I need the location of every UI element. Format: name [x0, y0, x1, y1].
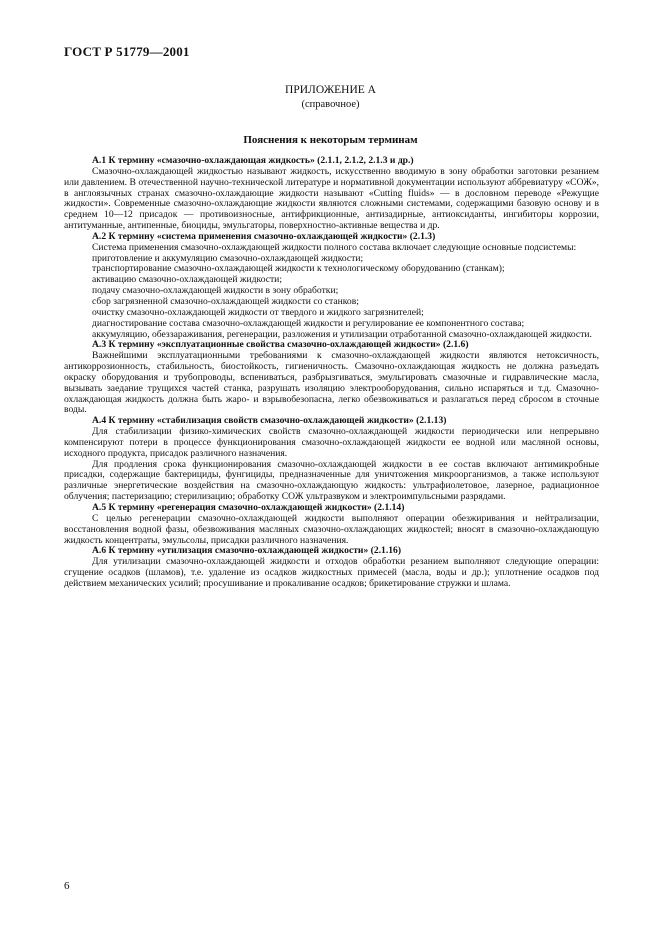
appendix-label: ПРИЛОЖЕНИЕ А [285, 84, 376, 96]
paragraph: С целью регенерации смазочно-охлаждающей жидкости выполняют операции обезжиривания и нейтрализации, восстановления водной фазы, обезвоживания масляных смазочно-охлаждающих жидкостей; вносят в смазочно-охлаждающую жидкость концентраты, эмульсолы, присадки различного назначения. [64, 512, 599, 546]
list-item: активацию смазочно-охлаждающей жидкости; [92, 274, 282, 286]
list-item: диагностирование состава смазочно-охлаждающей жидкости и регулирование ее компонентного состава; [92, 317, 525, 329]
paragraph: Для продления срока функционирования смазочно-охлаждающей жидкости в ее состав включают антимикробные присадки, содержащие бактерициды, фунгициды, предназначенные для уничтожения микроорганизмов, а также используют различные энергетические воздействия на смазочно-охлаждающую жидкость: ультрафиолетовое, лазерное, радиационное облучения; пастеризацию; стерилизацию; обработку СОЖ ультразвуком и электроимпульсными разрядами. [64, 458, 599, 503]
paragraph: Система применения смазочно-охлаждающей жидкости полного состава включает следующие основные подсистемы: [92, 241, 577, 253]
paragraph: Важнейшими эксплуатационными требованиями к смазочно-охлаждающей жидкости являются нетоксичность, антикоррозионность, стабильность, биостойкость, гигиеничность. Смазочно-охлаждающая жидкость не должна разъедать окраску оборудования и трубопроводы, вспениваться, разбрызгиваться, эмульгировать смазочные и гидравлические масла, вызывать заедание трущихся частей станка, разрушать изоляцию электрооборудования, сильно испаряться и т.д. Смазочно-охлаждающая жидкость должна быть жаро- и взрывобезопасна, легко обезвоживаться и разлагаться перед сбросом в сточные воды. [64, 350, 599, 416]
section-heading-a6: А.6 К термину «утилизация смазочно-охлаждающей жидкости» (2.1.16) [92, 545, 402, 557]
list-item: аккумуляцию, обеззараживания, регенерации, разложения и утилизации отработанной смазочно-охлаждающей жидкости. [92, 328, 592, 340]
appendix-body [64, 156, 599, 590]
list-item: очистку смазочно-охлаждающей жидкости от твердого и жидкого загрязнителей; [92, 306, 424, 318]
section-heading-a5: А.5 К термину «регенерация смазочно-охлаждающей жидкости» (2.1.14) [92, 502, 405, 513]
paragraph: Смазочно-охлаждающей жидкостью называют жидкость, искусственно вводимую в зону обработки заготовки резанием или давлением. В отечественной научно-технической литературе и нормативной документации используют аббревиатуру «СОЖ», в англоязычных странах смазочно-охлаждающие жидкости называют «Cutting fluids» — в дословном переводе «Режущие жидкости». Современные смазочно-охлаждающие жидкости являются сложными системами, содержащими базовую основу и в среднем 10—12 присадок — противоизносные, антифрикционные, антизадирные, антиоксиданты, ингибиторы коррозии, антитуманные, антипенные, биоциды, эмульгаторы, поверхностно-активные вещества и др. [64, 165, 599, 232]
appendix-title: Пояснения к некоторым терминам [243, 134, 418, 146]
section-heading-a4: А.4 К термину «стабилизация свойств смазочно-охлаждающей жидкости» (2.1.13) [92, 415, 447, 427]
list-item: подачу смазочно-охлаждающей жидкости в зону обработки; [92, 285, 339, 297]
paragraph: Для стабилизации физико-химических свойств смазочно-охлаждающей жидкости периодически или непрерывно компенсируют потери в процессе функционирования смазочно-охлаждающей жидкости ее водной или масляной основы, исходного продукта, присадок различного назначения. [64, 426, 599, 459]
page-number: 6 [64, 880, 70, 892]
list-item: сбор загрязненной смазочно-охлаждающей жидкости со станков; [92, 295, 359, 307]
paragraph: Для утилизации смазочно-охлаждающей жидкости и отходов обработки резанием выполняют следующие операции: сгущение осадков (шламов), т.е. удаление из осадков жидкостных примесей (масла, воды и др.); уплотнение осадков под действием механических усилий; просушивание и прокаливание осадков; брикетирование стружки и шлама. [64, 556, 599, 589]
list-item: приготовление и аккумуляцию смазочно-охлаждающей жидкости; [92, 252, 364, 264]
section-heading-a3: А.3 К термину «эксплуатационные свойства смазочно-охлаждающей жидкости» (2.1.6) [92, 339, 469, 351]
section-heading-a1: А.1 К термину «смазочно-охлаждающая жидкость» (2.1.1, 2.1.2, 2.1.3 и др.) [92, 155, 414, 166]
list-item: транспортирование смазочно-охлаждающей жидкости к технологическому оборудованию (станкам); [92, 263, 505, 275]
document-header: ГОСТ Р 51779—2001 [64, 44, 190, 59]
appendix-kind: (справочное) [301, 99, 360, 110]
section-heading-a2: А.2 К термину «система применения смазочно-охлаждающей жидкости» (2.1.3) [92, 230, 436, 242]
